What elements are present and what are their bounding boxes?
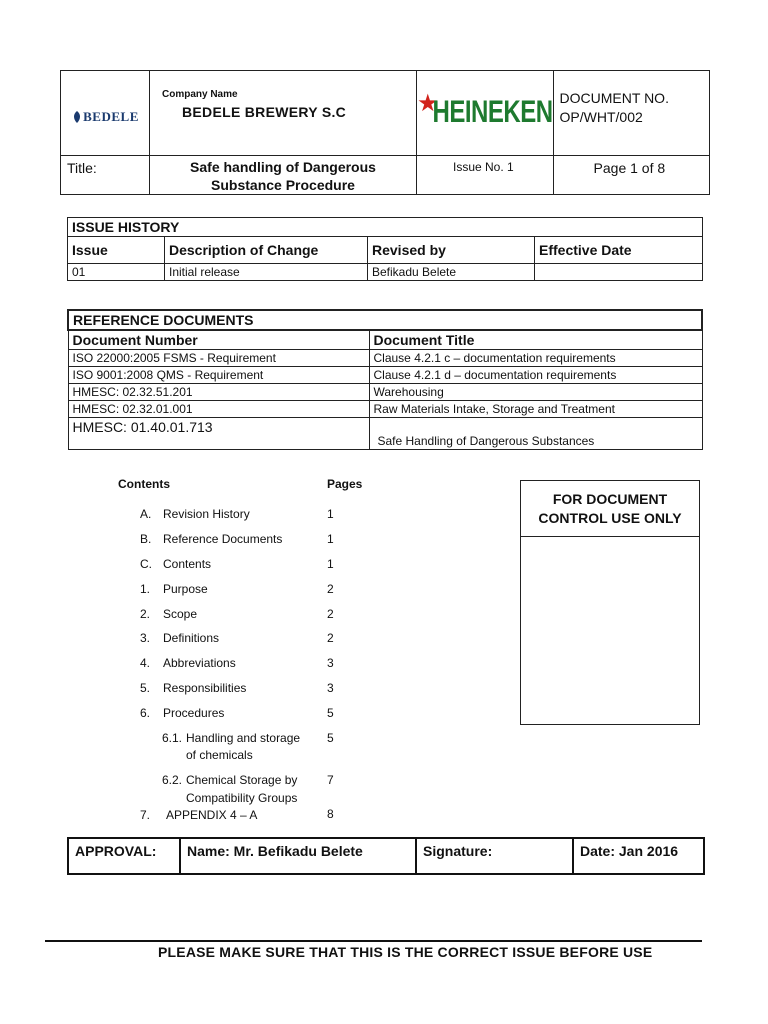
contents-item-page: 1 xyxy=(327,507,334,521)
title-line-2: Substance Procedure xyxy=(211,177,355,193)
effective-date-cell xyxy=(535,264,703,281)
reference-title-cell: Raw Materials Intake, Storage and Treatment xyxy=(369,401,702,418)
company-label: Company Name xyxy=(162,89,238,100)
contents-item-text-continued: Compatibility Groups xyxy=(186,791,298,805)
bedele-logo xyxy=(61,71,149,159)
document-control-box xyxy=(520,480,700,725)
contents-item-text: Chemical Storage by xyxy=(186,773,298,787)
heineken-logo xyxy=(417,71,553,155)
red-star-icon: ★ xyxy=(417,89,439,117)
contents-item-text: Procedures xyxy=(163,706,225,720)
pages-heading: Pages xyxy=(327,477,363,491)
contents-item-number: 6.2. xyxy=(162,773,183,787)
effective-date-column-header: Effective Date xyxy=(535,237,703,264)
contents-item-text: APPENDIX 4 – A xyxy=(166,808,258,822)
issue-history-title: ISSUE HISTORY xyxy=(68,218,703,237)
document-header xyxy=(60,70,710,195)
contents-item-number: 6.1. xyxy=(162,731,183,745)
issue-history-table xyxy=(67,217,703,281)
reference-title-cell: Warehousing xyxy=(369,384,702,401)
contents-item-number: 1. xyxy=(140,582,151,596)
title-cell xyxy=(150,156,417,195)
contents-item-number: A. xyxy=(140,507,152,521)
document-number-label: DOCUMENT NO. xyxy=(559,90,669,106)
title-label-cell xyxy=(61,156,150,195)
document-control-line-1: FOR DOCUMENT xyxy=(552,490,668,507)
contents-item-number: 3. xyxy=(140,631,151,645)
contents-item-page: 2 xyxy=(327,582,334,596)
contents-item-page: 7 xyxy=(327,773,334,787)
page-count: Page 1 of 8 xyxy=(593,160,666,176)
reference-title-cell: Clause 4.2.1 d – documentation requirements xyxy=(369,367,702,384)
contents-item-number: 4. xyxy=(140,656,151,670)
issue-column-header: Issue xyxy=(68,237,165,264)
contents-item-page: 1 xyxy=(327,532,334,546)
document-control-heading xyxy=(521,481,699,537)
reference-number-cell: HMESC: 02.32.01.001 xyxy=(68,401,369,418)
approval-date: Date: Jan 2016 xyxy=(573,838,704,874)
reference-number-cell: HMESC: 01.40.01.713 xyxy=(68,418,369,450)
contents-item-page: 3 xyxy=(327,656,334,670)
contents-item-text: Revision History xyxy=(163,507,250,521)
document-number-value: OP/WHT/002 xyxy=(559,109,643,125)
footer-divider xyxy=(45,940,702,942)
heineken-logo-text: HEINEKEN xyxy=(432,94,553,130)
contents-item-page: 5 xyxy=(327,706,334,720)
contents-item-text: Reference Documents xyxy=(163,532,283,546)
issue-cell: 01 xyxy=(68,264,165,281)
contents-item-text-continued: of chemicals xyxy=(186,748,253,762)
reference-title-cell: Safe Handling of Dangerous Substances xyxy=(369,418,702,450)
contents-item-page: 3 xyxy=(327,681,334,695)
contents-item-page: 8 xyxy=(327,807,334,821)
issue-number-cell xyxy=(417,156,554,195)
contents-item-page: 5 xyxy=(327,731,334,745)
contents-heading: Contents xyxy=(118,477,170,491)
bedele-logo-cell xyxy=(61,71,150,156)
approval-table xyxy=(67,837,705,875)
table-row xyxy=(68,401,702,418)
document-title-column-header: Document Title xyxy=(369,330,702,350)
page-count-cell xyxy=(553,156,709,195)
document-control-line-2: CONTROL USE ONLY xyxy=(538,509,682,526)
reference-number-cell: HMESC: 02.32.51.201 xyxy=(68,384,369,401)
contents-item-number: C. xyxy=(140,557,152,571)
contents-item-number: 2. xyxy=(140,607,151,621)
contents-item-page: 2 xyxy=(327,607,334,621)
contents-item-text: Abbreviations xyxy=(163,656,236,670)
reference-documents-table xyxy=(67,309,703,450)
description-cell: Initial release xyxy=(165,264,368,281)
bedele-logo-text: BEDELE xyxy=(83,109,139,124)
contents-item-text: Handling and storage xyxy=(186,731,301,745)
reference-title-cell: Clause 4.2.1 c – documentation requirements xyxy=(369,350,702,367)
revised-by-column-header: Revised by xyxy=(368,237,535,264)
reference-number-cell: ISO 22000:2005 FSMS - Requirement xyxy=(68,350,369,367)
table-row xyxy=(68,418,702,450)
contents-item-text: Scope xyxy=(163,607,198,621)
reference-number-cell: ISO 9001:2008 QMS - Requirement xyxy=(68,367,369,384)
signature-field: Signature: xyxy=(416,838,573,874)
title-line-1: Safe handling of Dangerous xyxy=(190,159,376,175)
table-row xyxy=(68,367,702,384)
contents-item-text: Purpose xyxy=(163,582,208,596)
contents-item-number: 7. xyxy=(140,808,151,822)
revised-by-cell: Befikadu Belete xyxy=(368,264,535,281)
contents-item-text: Contents xyxy=(163,557,212,571)
document-number-cell xyxy=(553,71,709,156)
contents-item-page: 1 xyxy=(327,557,334,571)
approval-label: APPROVAL: xyxy=(68,838,180,874)
table-row xyxy=(68,384,702,401)
contents-item-number: 6. xyxy=(140,706,151,720)
reference-documents-title: REFERENCE DOCUMENTS xyxy=(68,310,702,330)
contents-item-page: 2 xyxy=(327,631,334,645)
company-cell xyxy=(150,71,417,156)
bedele-emblem-icon xyxy=(71,110,83,124)
company-name: BEDELE BREWERY S.C xyxy=(182,104,347,120)
description-column-header: Description of Change xyxy=(165,237,368,264)
issue-number: Issue No. 1 xyxy=(453,160,514,174)
contents-item-text: Responsibilities xyxy=(163,681,247,695)
contents-item-number: B. xyxy=(140,532,152,546)
contents-item-number: 5. xyxy=(140,681,151,695)
document-number-column-header: Document Number xyxy=(68,330,369,350)
heineken-logo-cell xyxy=(417,71,554,156)
title-label: Title: xyxy=(67,160,97,176)
table-row xyxy=(68,350,702,367)
contents-item-text: Definitions xyxy=(163,631,220,645)
table-row xyxy=(68,264,703,281)
footer-notice: PLEASE MAKE SURE THAT THIS IS THE CORRECT ISSUE BEFORE USE xyxy=(158,944,653,960)
approver-name: Name: Mr. Befikadu Belete xyxy=(180,838,416,874)
